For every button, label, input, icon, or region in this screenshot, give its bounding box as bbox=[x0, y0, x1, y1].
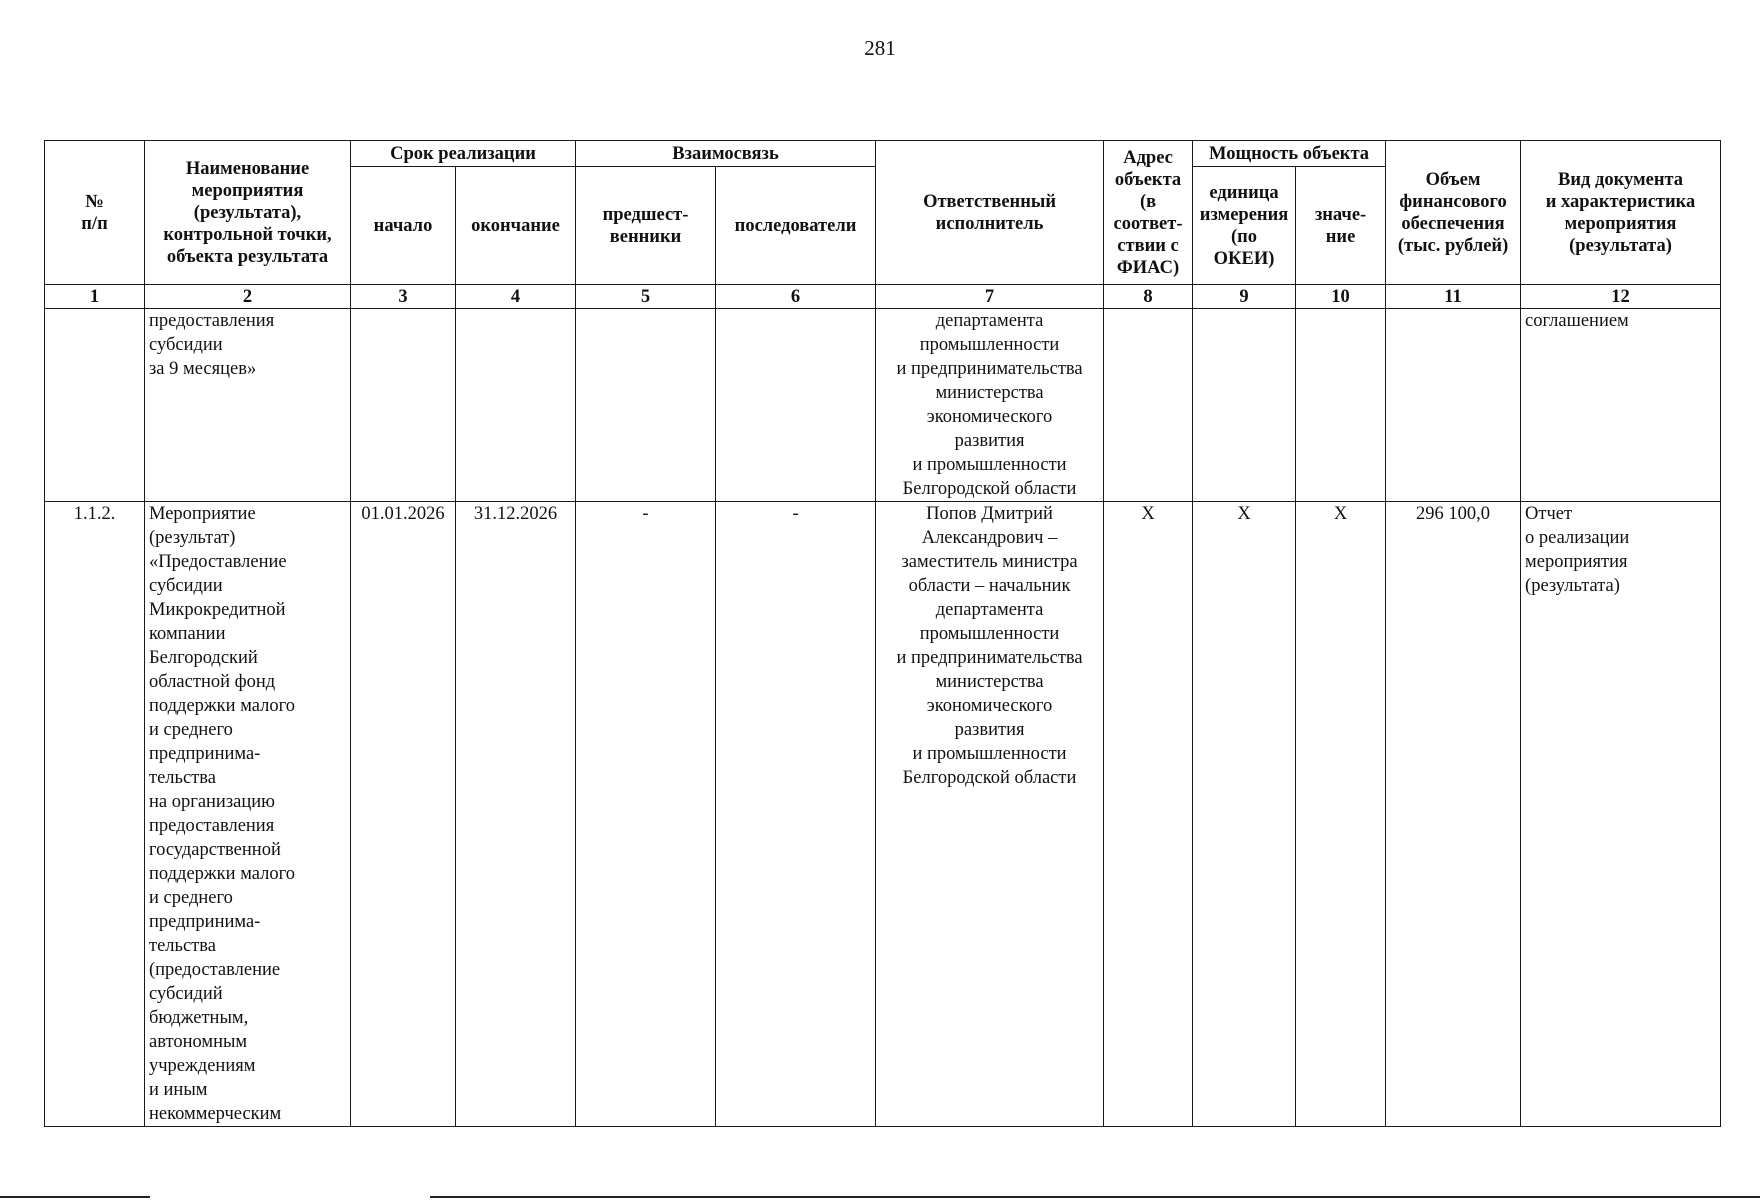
row-executor: Попов Дмитрий Александрович – заместитель министра области – начальник департамента промышленности и предпринимательства министерства экономического развития и промышленности Белгородской области bbox=[876, 502, 1104, 1127]
page-number: 281 bbox=[864, 36, 896, 60]
row-address: Х bbox=[1104, 502, 1193, 1127]
header-num: № п/п bbox=[45, 141, 145, 285]
column-numbers-row bbox=[45, 285, 1721, 309]
row-end bbox=[456, 309, 576, 502]
column-number: 9 bbox=[1193, 285, 1296, 309]
footer-rule-left bbox=[0, 1196, 150, 1198]
header-unit: единица измерения (по ОКЕИ) bbox=[1193, 167, 1296, 285]
header-followers: последователи bbox=[716, 167, 876, 285]
row-value bbox=[1296, 309, 1386, 502]
row-followers: - bbox=[716, 502, 876, 1127]
row-finance: 296 100,0 bbox=[1386, 502, 1521, 1127]
row-name: Мероприятие (результат) «Предоставление субсидии Микрокредитной компании Белгородский областной фонд поддержки малого и среднего предпринима- тельства на организацию предоставления государственной поддержки малого и среднего предпринима- тельства (предоставление субсидий бюджетным, автономным учреждениям и иным некоммерческим bbox=[145, 502, 351, 1127]
header-finance: Объем финансового обеспечения (тыс. рублей) bbox=[1386, 141, 1521, 285]
header-end: окончание bbox=[456, 167, 576, 285]
column-number: 10 bbox=[1296, 285, 1386, 309]
footer-rule-right bbox=[430, 1196, 1760, 1198]
header-executor: Ответственный исполнитель bbox=[876, 141, 1104, 285]
column-number: 4 bbox=[456, 285, 576, 309]
row-unit bbox=[1193, 309, 1296, 502]
header-capacity: Мощность объекта bbox=[1193, 141, 1386, 167]
row-start: 01.01.2026 bbox=[351, 502, 456, 1127]
header-value: значе- ние bbox=[1296, 167, 1386, 285]
row-end: 31.12.2026 bbox=[456, 502, 576, 1127]
row-finance bbox=[1386, 309, 1521, 502]
row-doc: соглашением bbox=[1521, 309, 1721, 502]
row-name: предоставления субсидии за 9 месяцев» bbox=[145, 309, 351, 502]
row-doc: Отчет о реализации мероприятия (результата) bbox=[1521, 502, 1721, 1127]
activity-plan-table bbox=[44, 140, 1721, 1127]
column-number: 7 bbox=[876, 285, 1104, 309]
header-name: Наименование мероприятия (результата), контрольной точки, объекта результата bbox=[145, 141, 351, 285]
row-followers bbox=[716, 309, 876, 502]
header-period: Срок реализации bbox=[351, 141, 576, 167]
header-link: Взаимосвязь bbox=[576, 141, 876, 167]
row-unit: Х bbox=[1193, 502, 1296, 1127]
row-predecessors bbox=[576, 309, 716, 502]
row-value: Х bbox=[1296, 502, 1386, 1127]
table-row bbox=[45, 502, 1721, 1127]
row-executor: департамента промышленности и предпринимательства министерства экономического развития и промышленности Белгородской области bbox=[876, 309, 1104, 502]
row-address bbox=[1104, 309, 1193, 502]
column-number: 1 bbox=[45, 285, 145, 309]
row-start bbox=[351, 309, 456, 502]
table-row bbox=[45, 309, 1721, 502]
header-start: начало bbox=[351, 167, 456, 285]
header-doc: Вид документа и характеристика мероприятия (результата) bbox=[1521, 141, 1721, 285]
header-predecessors: предшест- венники bbox=[576, 167, 716, 285]
header-address: Адрес объекта (в соответ- ствии с ФИАС) bbox=[1104, 141, 1193, 285]
column-number: 2 bbox=[145, 285, 351, 309]
row-num: 1.1.2. bbox=[45, 502, 145, 1127]
header-row-1 bbox=[45, 141, 1721, 167]
column-number: 5 bbox=[576, 285, 716, 309]
column-number: 12 bbox=[1521, 285, 1721, 309]
row-num bbox=[45, 309, 145, 502]
row-predecessors: - bbox=[576, 502, 716, 1127]
column-number: 8 bbox=[1104, 285, 1193, 309]
column-number: 3 bbox=[351, 285, 456, 309]
column-number: 11 bbox=[1386, 285, 1521, 309]
column-number: 6 bbox=[716, 285, 876, 309]
